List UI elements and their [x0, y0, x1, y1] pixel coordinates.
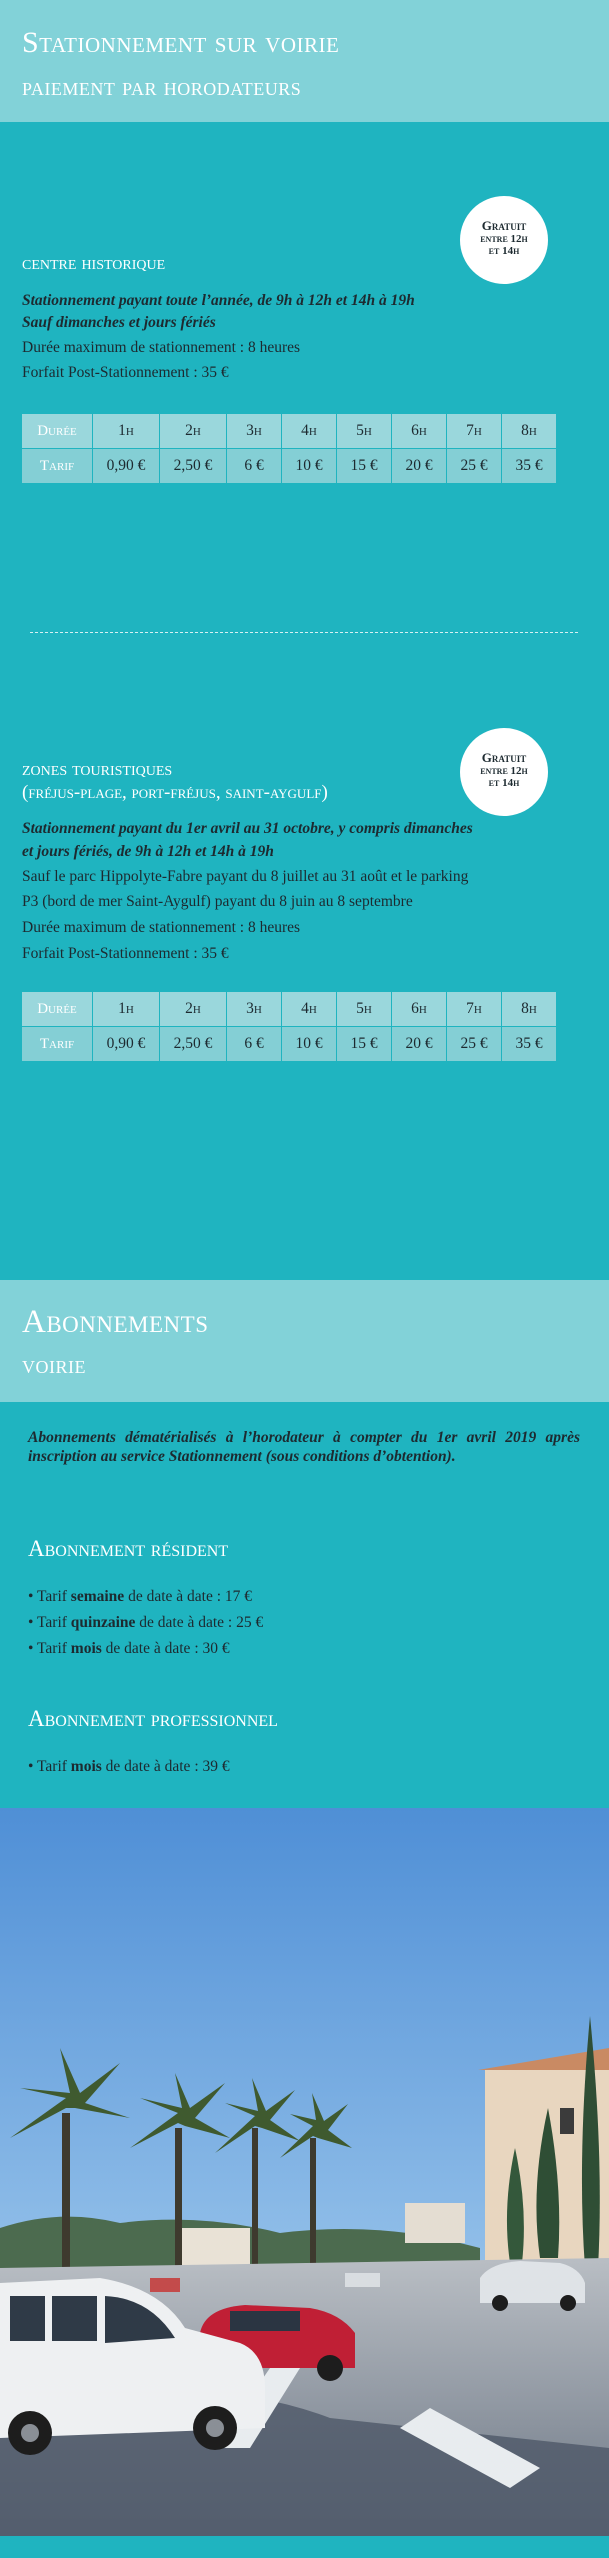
abonnements-band: [0, 1280, 609, 1402]
rate-cell: 25 €: [447, 1027, 502, 1062]
section-subheading: (fréjus-plage, port-fréjus, saint-aygulf): [22, 782, 328, 803]
parking-photo: [0, 1808, 609, 2536]
duration-cell: 6h: [392, 414, 447, 449]
duration-cell: 8h: [502, 414, 557, 449]
centre-section: [0, 122, 609, 622]
resident-heading: Abonnement résident: [28, 1536, 229, 1561]
footer-bar: [0, 2536, 609, 2558]
schedule-text: Stationnement payant du 1er avril au 31 octobre, y compris dimanches: [22, 820, 473, 837]
duration-cell: 7h: [447, 414, 502, 449]
page-title: Stationnement sur voirie: [22, 26, 340, 59]
list-item: [28, 1614, 263, 1632]
duration-row: [22, 992, 557, 1027]
duration-cell: 1h: [93, 414, 160, 449]
rate-cell: 0,90 €: [93, 1027, 160, 1062]
bullet-bold: semaine: [70, 1588, 125, 1605]
max-duration-text: Durée maximum de stationnement : 8 heures: [22, 339, 301, 356]
duration-label: Durée: [22, 992, 93, 1027]
list-item: [28, 1640, 230, 1658]
header-band: [0, 0, 609, 122]
rate-cell: 35 €: [502, 449, 557, 484]
duration-cell: 5h: [337, 414, 392, 449]
duration-label: Durée: [22, 414, 93, 449]
list-item: [28, 1758, 230, 1776]
rate-cell: 6 €: [227, 449, 282, 484]
rate-cell: 35 €: [502, 1027, 557, 1062]
badge-line: et 14h: [488, 245, 520, 258]
duration-cell: 6h: [392, 992, 447, 1027]
rate-label: Tarif: [22, 1027, 93, 1062]
rate-cell: 20 €: [392, 449, 447, 484]
abonnements-title: Abonnements: [22, 1304, 209, 1340]
free-badge: [460, 728, 548, 816]
duration-cell: 2h: [160, 414, 227, 449]
badge-line: entre 12h: [480, 233, 528, 246]
abonnements-intro: Abonnements dématérialisés à l’horodateur à compter du 1er avril 2019 après inscription au service Stationnement (sous conditions d’obtention).: [28, 1429, 580, 1466]
schedule-text: Stationnement payant toute l’année, de 9h à 12h et 14h à 19h: [22, 292, 415, 309]
bullet-rest: de date à date : 39 €: [101, 1758, 230, 1775]
free-badge: [460, 196, 548, 284]
bullet-rest: de date à date : 17 €: [124, 1588, 253, 1605]
bullet-bold: quinzaine: [70, 1614, 136, 1631]
bullet-bold: mois: [70, 1640, 102, 1657]
badge-line: Gratuit: [481, 750, 527, 765]
duration-cell: 5h: [337, 992, 392, 1027]
bullet-rest: de date à date : 25 €: [135, 1614, 264, 1631]
bullet-prefix: • Tarif: [28, 1588, 71, 1605]
bullet-prefix: • Tarif: [28, 1614, 71, 1631]
duration-cell: 3h: [227, 414, 282, 449]
rate-label: Tarif: [22, 449, 93, 484]
bullet-prefix: • Tarif: [28, 1758, 71, 1775]
duration-cell: 4h: [282, 992, 337, 1027]
duration-cell: 3h: [227, 992, 282, 1027]
rate-cell: 0,90 €: [93, 449, 160, 484]
section-heading: centre historique: [22, 252, 166, 274]
badge-line: et 14h: [488, 777, 520, 790]
rate-row: [22, 1027, 557, 1062]
rate-table: [22, 992, 557, 1061]
badge-line: Gratuit: [481, 218, 527, 233]
rate-cell: 20 €: [392, 1027, 447, 1062]
fps-text: Forfait Post-Stationnement : 35 €: [22, 364, 229, 381]
exception-text: Sauf le parc Hippolyte-Fabre payant du 8 juillet au 31 août et le parking: [22, 868, 469, 885]
abonnements-section: [0, 1402, 609, 1808]
exception-text: P3 (bord de mer Saint-Aygulf) payant du 8 juin au 8 septembre: [22, 893, 413, 910]
rate-cell: 15 €: [337, 1027, 392, 1062]
section-heading: zones touristiques: [22, 758, 173, 780]
duration-row: [22, 414, 557, 449]
duration-cell: 2h: [160, 992, 227, 1027]
rate-table: [22, 414, 557, 483]
duration-cell: 8h: [502, 992, 557, 1027]
rate-cell: 15 €: [337, 449, 392, 484]
duration-cell: 1h: [93, 992, 160, 1027]
badge-line: entre 12h: [480, 765, 528, 778]
section-divider: [30, 632, 578, 633]
rate-cell: 6 €: [227, 1027, 282, 1062]
parking-illustration: [0, 1808, 609, 2536]
abonnements-subtitle: voirie: [22, 1352, 86, 1379]
rate-cell: 10 €: [282, 1027, 337, 1062]
bullet-rest: de date à date : 30 €: [101, 1640, 230, 1657]
exception-text: Sauf dimanches et jours fériés: [22, 314, 216, 331]
max-duration-text: Durée maximum de stationnement : 8 heures: [22, 919, 301, 936]
page-subtitle: paiement par horodateurs: [22, 74, 302, 101]
duration-cell: 7h: [447, 992, 502, 1027]
fps-text: Forfait Post-Stationnement : 35 €: [22, 945, 229, 962]
professionnel-heading: Abonnement professionnel: [28, 1706, 278, 1731]
schedule-text: et jours fériés, de 9h à 12h et 14h à 19h: [22, 843, 274, 860]
bullet-prefix: • Tarif: [28, 1640, 71, 1657]
rate-cell: 25 €: [447, 449, 502, 484]
duration-cell: 4h: [282, 414, 337, 449]
rate-cell: 10 €: [282, 449, 337, 484]
rate-row: [22, 449, 557, 484]
bullet-bold: mois: [70, 1758, 102, 1775]
rate-cell: 2,50 €: [160, 1027, 227, 1062]
zones-section: [0, 640, 609, 1260]
rate-cell: 2,50 €: [160, 449, 227, 484]
list-item: [28, 1588, 252, 1606]
